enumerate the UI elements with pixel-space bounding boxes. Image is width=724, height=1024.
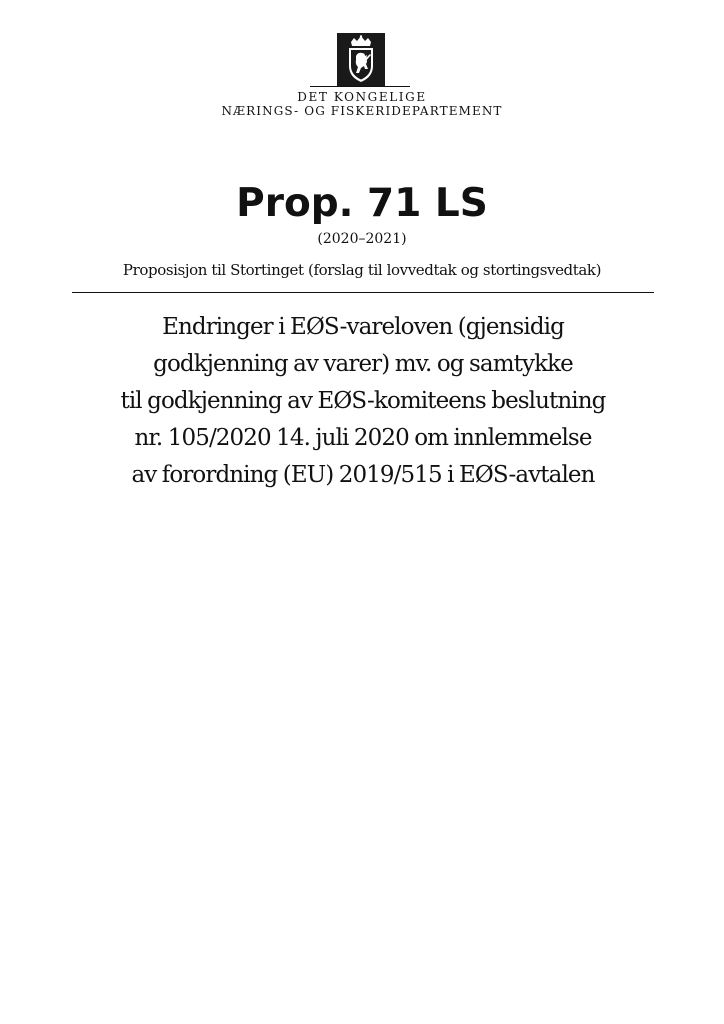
main-title-line: til godkjenning av EØS-komiteens beslutning — [120, 388, 606, 414]
session-years: (2020–2021) — [317, 231, 407, 247]
ministry-name-line1: DET KONGELIGE — [297, 90, 427, 104]
main-title-line: av forordning (EU) 2019/515 i EØS-avtalen — [131, 462, 595, 488]
ministry-rule — [310, 86, 410, 87]
coat-of-arms-icon — [337, 33, 385, 86]
ministry-name-line2: NÆRINGS- OG FISKERIDEPARTEMENT — [221, 104, 503, 118]
main-title-line: Endringer i EØS-vareloven (gjensidig — [162, 314, 564, 340]
main-title-line: godkjenning av varer) mv. og samtykke — [153, 351, 573, 377]
proposition-number: Prop. 71 LS — [236, 181, 488, 226]
main-title — [60, 309, 666, 494]
main-title-line: nr. 105/2020 14. juli 2020 om innlemmelse — [134, 425, 592, 451]
divider-line — [72, 292, 654, 293]
document-type: Proposisjon til Stortinget (forslag til lovvedtak og stortingsvedtak) — [122, 261, 602, 279]
